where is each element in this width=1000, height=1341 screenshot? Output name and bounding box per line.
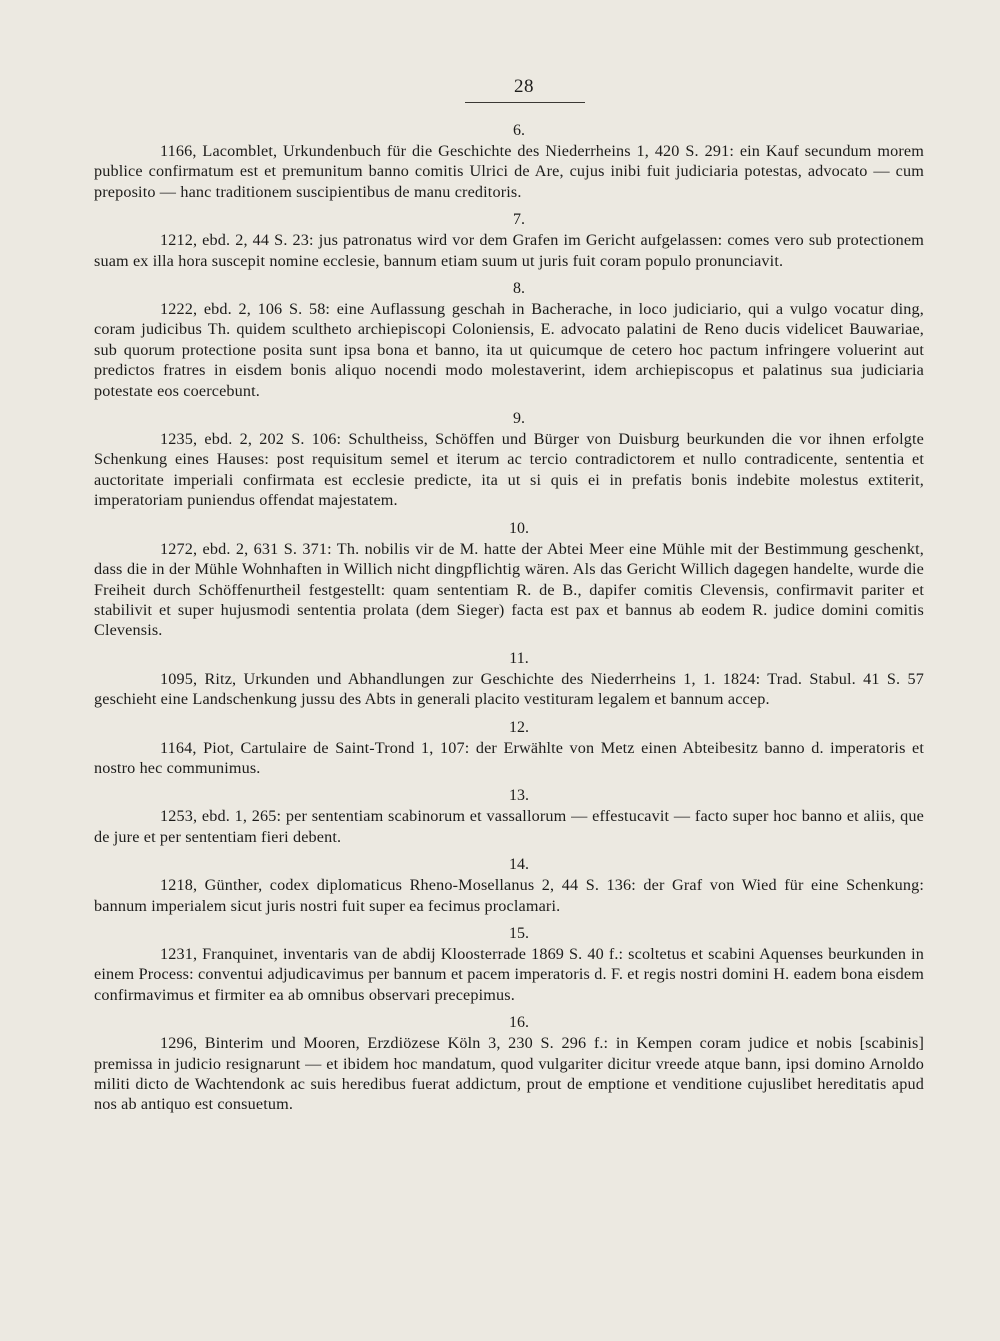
document-entry [94,519,924,641]
entry-text: 1231, Franquinet, inventaris van de abdij Kloosterrade 1869 S. 40 f.: scoltetus et scabini Aquenses beurkunden in einem Process: conventui adjudicavimus per bannum et pacem imperatoris d. F. et regis nostri domini H. eadem bona eisdem confirmavimus et firmiter ea ab omnibus observari precepimus. [94,944,924,1004]
document-entry [94,210,924,271]
entry-number: 16. [509,1014,529,1032]
document-entry [94,409,924,511]
entry-number: 6. [513,122,525,139]
entry-number: 14. [509,856,529,874]
page-number: 28 [514,76,534,97]
entry-text: 1218, Günther, codex diplomaticus Rheno-Mosellanus 2, 44 S. 136: der Graf von Wied für eine Schenkung: bannum imperialem sicut juris nostri fuit super ea fecimus proclamari. [94,876,924,915]
document-entry [94,279,924,401]
header-rule [465,102,585,103]
entry-number: 7. [513,211,525,229]
entry-number: 8. [513,280,525,298]
entry-number: 15. [509,924,529,942]
entry-text: 1164, Piot, Cartulaire de Saint-Trond 1, 107: der Erwählte von Metz einen Abteibesitz banno d. imperatoris et nostro hec communimus. [94,738,924,777]
document-entry [94,1013,924,1115]
entry-text: 1253, ebd. 1, 265: per sententiam scabinorum et vassallorum — effestucavit — facto super hoc banno et aliis, que de jure et per sententiam fieri debent. [94,807,924,846]
entry-number: 9. [513,410,525,428]
entry-text: 1296, Binterim und Mooren, Erzdiözese Köln 3, 230 S. 296 f.: in Kempen coram judice et nobis [scabinis] premissa in judicio resignarunt — et ibidem hoc mandatum, quod vulgariter dicitur vreede atque bann, ipsi domino Arnoldo militi dicto de Wachtendonk ac suis heredibus fuerat addictum, prout de emptione et venditione cujuslibet hereditatis apud nos ab antiquo est consuetum. [94,1034,924,1114]
document-entry [94,855,924,916]
entry-text: 1272, ebd. 2, 631 S. 371: Th. nobilis vir de M. hatte der Abtei Meer eine Mühle mit der Bestimmung geschenkt, dass die in der Mühle Wohnhaften in Willich nicht dingpflichtig wären. Als das Gericht Willich dagegen handelte, wurde die Freiheit durch Schöffenurtheil festgestellt: quam sententiam R. de B., dapifer comitis Clevensis, confirmavit pariter et stabilivit et super hujusmodi sententia prolata (dem Sieger) facta est pax et bannus ab eodem R. judice domini comitis Clevensis. [94,539,924,640]
document-entry [94,649,924,710]
entry-text: 1222, ebd. 2, 106 S. 58: eine Auflassung geschah in Bacherache, in loco judiciario, qui a vulgo vocatur ding, coram judicibus Th. quidem scultheto archiepiscopi Coloniensis, E. advocato palatini de Reno ducis videlicet Bauwariae, sub quorum protectione posita sunt ipsa bona et banno, ita ut quicumque de cetero hoc pactum infringere voluerint aut predictos fratres in eisdem bonis aliquo nocendi modo molestaverint, idem archiepiscopus et palatinus sua judiciaria potestate eos coercebunt. [94,300,924,400]
entry-text: 1212, ebd. 2, 44 S. 23: jus patronatus wird vor dem Grafen im Gericht aufgelassen: comes vero sub protectionem suam ex illa hora suscepit nomine ecclesie, bannum etiam suum ut juris fuit coram populo pronunciavit. [94,231,924,270]
entries-list [94,121,924,1115]
entry-number: 12. [509,718,529,736]
entry-number: 13. [509,787,529,805]
entry-text: 1235, ebd. 2, 202 S. 106: Schultheiss, Schöffen und Bürger von Duisburg beurkunden die vor ihnen erfolgte Schenkung eines Hauses: post requisitum semel et iterum ac tercio contradictorem et nullo contradicente, sententia et auctoritate imperiali confirmata est ecclesie predicte, ita ut si quis ei in prefatis bonis indebite molestus extiterit, imperatoriam puniendus offendat majestatem. [94,430,924,510]
entry-text: 1095, Ritz, Urkunden und Abhandlungen zur Geschichte des Niederrheins 1, 1. 1824: Trad. Stabul. 41 S. 57 geschieht eine Landschenkung jussu des Abts in generali placito vestituram legalem et bannum accep. [94,669,924,709]
document-entry [94,121,924,202]
document-entry [94,924,924,1005]
document-entry [94,718,924,779]
entry-number: 11. [509,649,529,667]
document-entry [94,786,924,847]
entry-text: 1166, Lacomblet, Urkundenbuch für die Geschichte des Niederrheins 1, 420 S. 291: ein Kauf secundum morem publice confirmatum est et premunitum banno comitis Ulrici de Are, cujus inibi fuit judiciaria potestas, advocato — cum preposito — hanc traditionem suscipientibus de manu creditoris. [94,142,924,201]
entry-number: 10. [509,519,529,537]
